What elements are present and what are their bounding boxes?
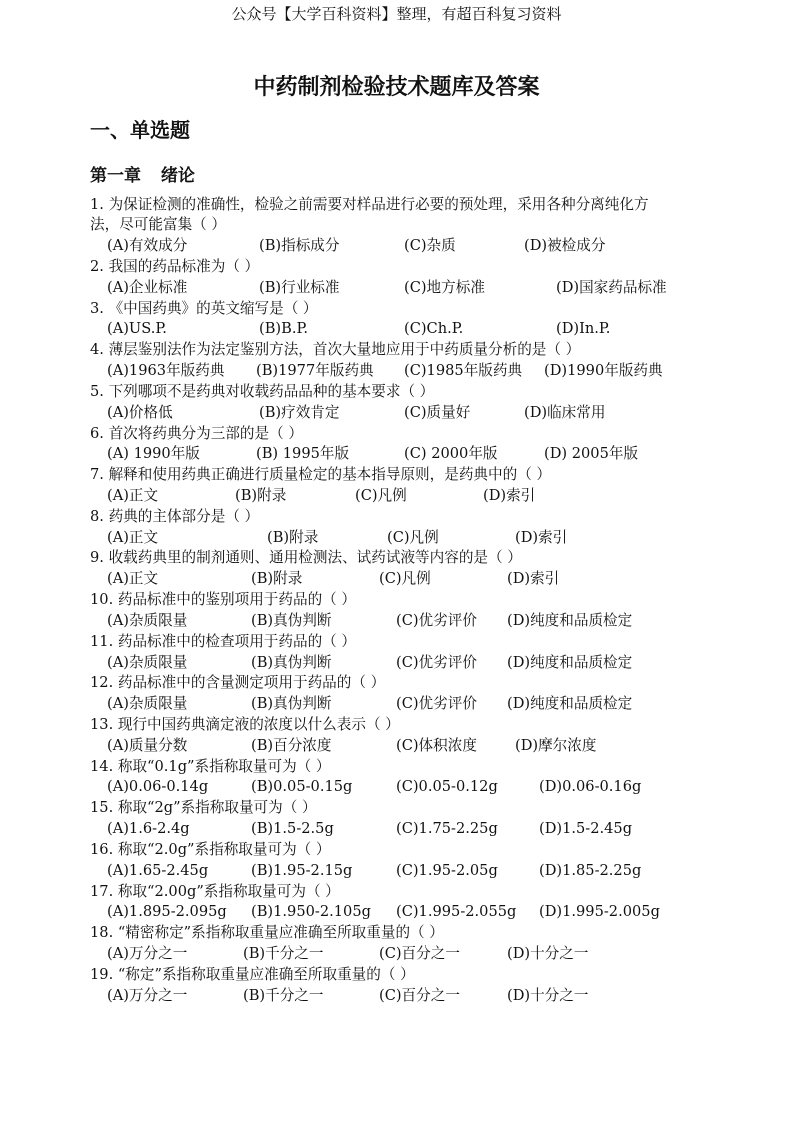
question-option: (C)1.995-2.055g: [396, 903, 517, 921]
question-option: (A)0.06-0.14g: [107, 778, 209, 796]
question-text: 5. 下列哪项不是药典对收载药品品种的基本要求（ ）: [90, 382, 435, 400]
question-option: (A)1.6-2.4g: [107, 820, 190, 838]
question-option: (C)体积浓度: [396, 736, 477, 754]
question-text: 15. 称取“2g”系指称取量可为（ ）: [90, 799, 317, 817]
question-option: (A)正文: [107, 570, 159, 588]
question-option: (B)千分之一: [243, 945, 324, 963]
question-option: (D)1.995-2.005g: [539, 903, 660, 921]
question-text: 10. 药品标准中的鉴别项用于药品的（ ）: [90, 591, 356, 609]
question-option: (D) 2005年版: [544, 445, 639, 463]
question-text: 7. 解释和使用药典正确进行质量检定的基本指导原则，是药典中的（ ）: [90, 466, 552, 484]
question-option: (D)国家药品标准: [556, 278, 667, 296]
question-option: (A)1.895-2.095g: [107, 903, 227, 921]
question-option: (C)百分之一: [379, 945, 460, 963]
question-option: (A) 1990年版: [107, 445, 200, 463]
question-option: (C) 2000年版: [404, 445, 498, 463]
question-text: 18. “精密称定”系指称取重量应准确至所取重量的（ ）: [90, 924, 444, 942]
question-option: (C)杂质: [404, 237, 456, 255]
question-text: 2. 我国的药品标准为（ ）: [90, 257, 260, 275]
question-option: (C)1.95-2.05g: [396, 861, 498, 879]
question-text: 法，尽可能富集（ ）: [90, 216, 226, 234]
question-option: (B)疗效肯定: [259, 403, 340, 421]
question-option: (D)十分之一: [507, 986, 589, 1004]
question-option: (A)万分之一: [107, 986, 188, 1004]
question-option: (C)1.75-2.25g: [396, 820, 498, 838]
question-option: (A)杂质限量: [107, 611, 188, 629]
question-option: (C)优劣评价: [396, 611, 477, 629]
question-option: (D)In.P.: [556, 320, 611, 338]
question-option: (B)真伪判断: [251, 653, 332, 671]
question-option: (A)企业标准: [107, 278, 188, 296]
question-option: (C)凡例: [355, 486, 407, 504]
question-option: (B)附录: [267, 528, 319, 546]
question-text: 16. 称取“2.0g”系指称取量可为（ ）: [90, 840, 331, 858]
question-option: (B)真伪判断: [251, 695, 332, 713]
question-option: (A)1.65-2.45g: [107, 861, 209, 879]
question-option: (B)真伪判断: [251, 611, 332, 629]
question-option: (C)地方标准: [404, 278, 485, 296]
question-option: (A)US.P.: [107, 320, 167, 338]
question-option: (A)正文: [107, 528, 159, 546]
question-text: 19. “称定”系指称取重量应准确至所取重量的（ ）: [90, 965, 415, 983]
question-option: (C)凡例: [387, 528, 439, 546]
question-text: 12. 药品标准中的含量测定项用于药品的（ ）: [90, 674, 386, 692]
question-text: 9. 收载药典里的制剂通则、通用检测法、试药试液等内容的是（ ）: [90, 549, 522, 567]
question-option: (C)1985年版药典: [404, 362, 523, 380]
question-option: (B)1.5-2.5g: [251, 820, 334, 838]
question-option: (D)1.5-2.45g: [539, 820, 633, 838]
question-text: 17. 称取“2.00g”系指称取量可为（ ）: [90, 882, 340, 900]
question-option: (B)附录: [251, 570, 303, 588]
question-option: (D)1990年版药典: [544, 362, 663, 380]
question-option: (D)被检成分: [524, 237, 606, 255]
question-option: (D)纯度和品质检定: [507, 695, 633, 713]
question-option: (B)指标成分: [259, 237, 340, 255]
question-option: (A)有效成分: [107, 237, 188, 255]
question-option: (A)万分之一: [107, 945, 188, 963]
question-option: (C)质量好: [404, 403, 471, 421]
question-option: (D)临床常用: [524, 403, 606, 421]
question-option: (B)1977年版药典: [256, 362, 374, 380]
question-option: (D)1.85-2.25g: [539, 861, 642, 879]
question-option: (A)价格低: [107, 403, 173, 421]
question-option: (B)千分之一: [243, 986, 324, 1004]
question-option: (A)杂质限量: [107, 695, 188, 713]
question-option: (B)附录: [235, 486, 287, 504]
question-option: (B)B.P.: [259, 320, 308, 338]
question-option: (B) 1995年版: [256, 445, 350, 463]
page-header: 公众号【大学百科资料】整理，有超百科复习资料: [231, 5, 562, 23]
question-option: (D)0.06-0.16g: [539, 778, 642, 796]
question-text: 3. 《中国药典》的英文缩写是（ ）: [90, 299, 318, 317]
question-option: (C)0.05-0.12g: [396, 778, 498, 796]
question-text: 6. 首次将药典分为三部的是（ ）: [90, 424, 303, 442]
question-text: 1. 为保证检测的准确性，检验之前需要对样品进行必要的预处理，采用各种分离纯化方: [90, 195, 649, 213]
question-option: (A)1963年版药典: [107, 362, 225, 380]
question-text: 4. 薄层鉴别法作为法定鉴别方法，首次大量地应用于中药质量分析的是（ ）: [90, 341, 581, 359]
question-option: (B)1.95-2.15g: [251, 861, 353, 879]
chapter-heading: 第一章 绪论: [90, 166, 195, 186]
question-option: (B)0.05-0.15g: [251, 778, 353, 796]
question-option: (D)纯度和品质检定: [507, 653, 633, 671]
question-option: (D)十分之一: [507, 945, 589, 963]
document-title: 中药制剂检验技术题库及答案: [253, 75, 540, 100]
question-option: (D)索引: [483, 486, 536, 504]
question-option: (D)摩尔浓度: [515, 736, 597, 754]
question-text: 13. 现行中国药典滴定液的浓度以什么表示（ ）: [90, 716, 400, 733]
question-option: (A)杂质限量: [107, 653, 188, 671]
question-text: 14. 称取“0.1g”系指称取量可为（ ）: [90, 757, 331, 775]
question-option: (D)索引: [507, 570, 560, 588]
question-option: (D)索引: [515, 528, 568, 546]
section-heading: 一、单选题: [90, 118, 190, 142]
question-option: (D)纯度和品质检定: [507, 611, 633, 629]
question-option: (C)优劣评价: [396, 695, 477, 713]
question-option: (B)1.950-2.105g: [251, 903, 371, 921]
question-text: 8. 药典的主体部分是（ ）: [90, 507, 260, 525]
question-option: (C)Ch.P.: [404, 320, 464, 338]
question-option: (C)优劣评价: [396, 653, 477, 671]
question-option: (C)凡例: [379, 570, 431, 588]
question-option: (B)百分浓度: [251, 736, 332, 754]
question-option: (A)质量分数: [107, 736, 188, 754]
question-option: (A)正文: [107, 486, 159, 504]
question-option: (B)行业标准: [259, 278, 340, 296]
question-option: (C)百分之一: [379, 986, 460, 1004]
question-text: 11. 药品标准中的检查项用于药品的（ ）: [90, 632, 356, 650]
